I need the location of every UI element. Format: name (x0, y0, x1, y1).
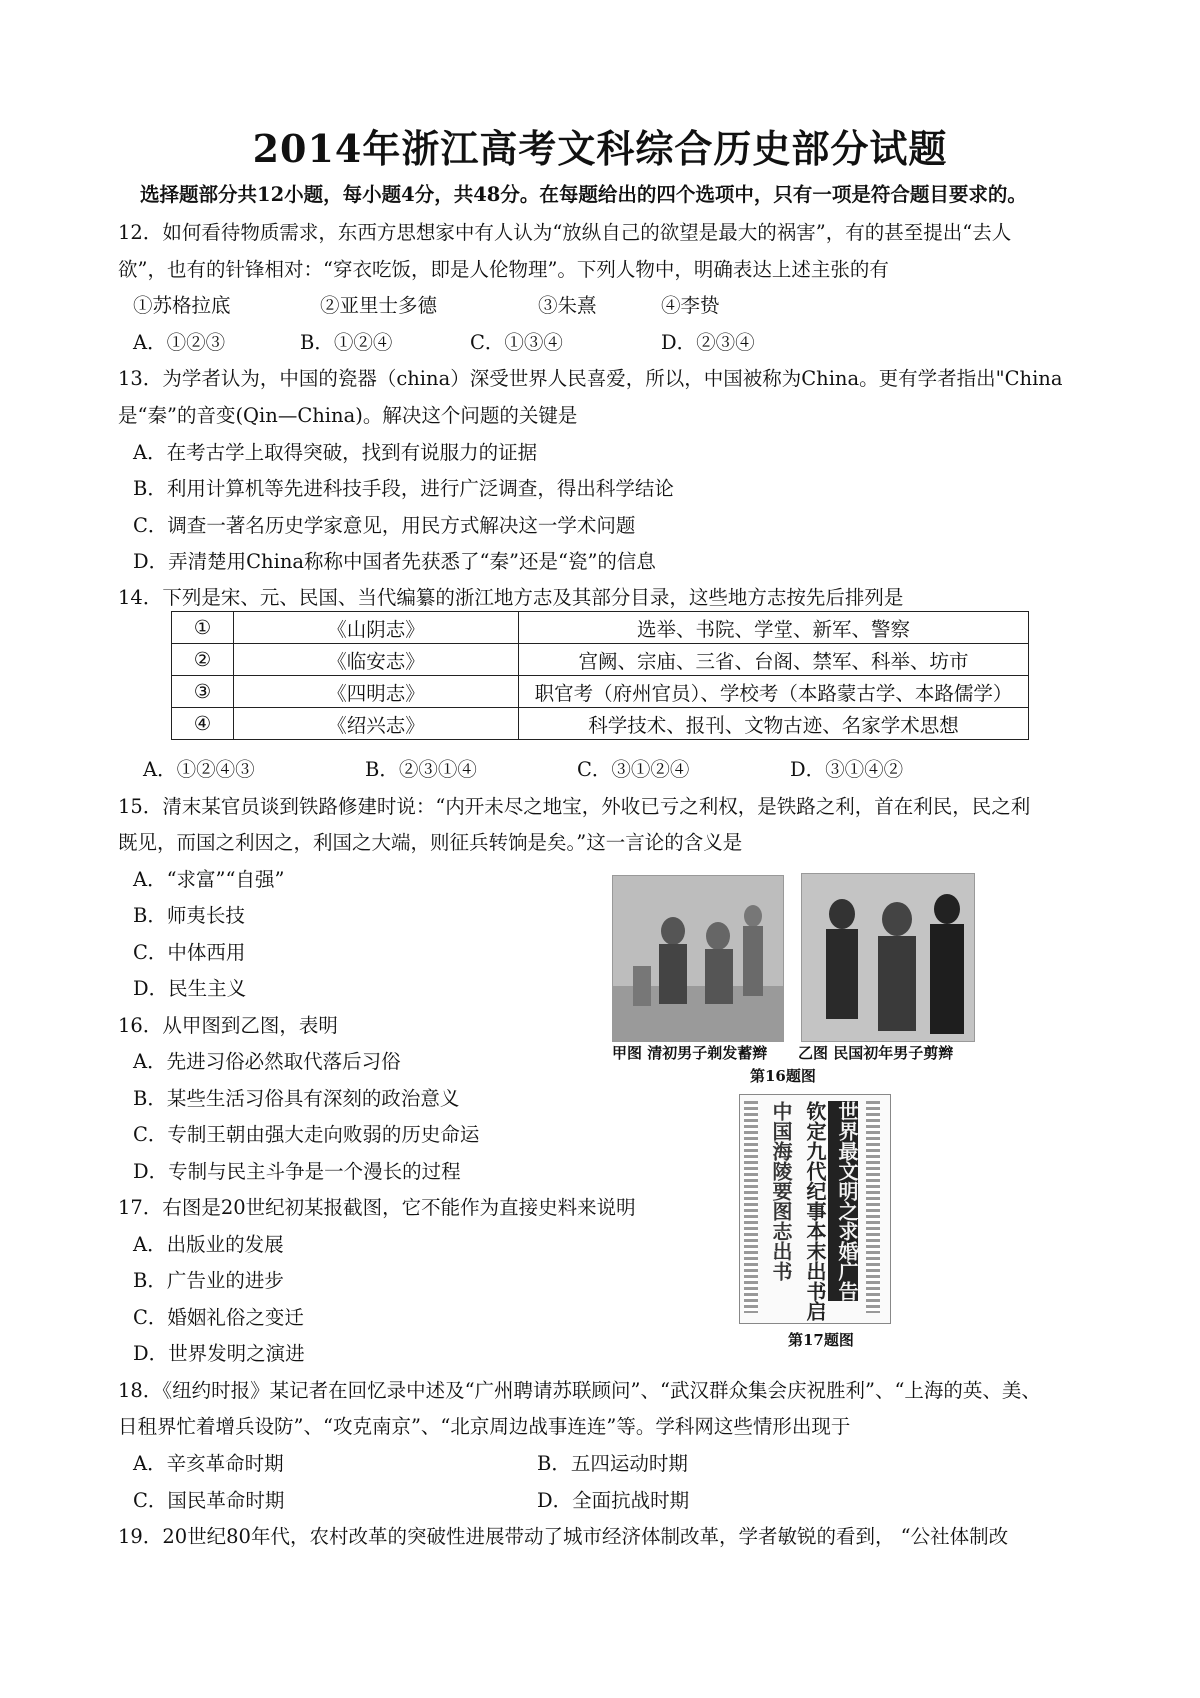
q19-stem-line1: 19．20世纪80年代，农村改革的突破性进展带动了城市经济体制改革，学者敏锐的看到， “公社体制改 (118, 1525, 1009, 1548)
q16-option-a: A．先进习俗必然取代落后习俗 (133, 1050, 401, 1073)
q18-option-d: D．全面抗战时期 (537, 1489, 690, 1512)
q14-table (171, 611, 1029, 740)
table-row (172, 644, 1029, 676)
table-cell: 科学技术、报刊、文物古迹、名家学术思想 (519, 708, 1029, 740)
q18-option-b: B．五四运动时期 (537, 1452, 688, 1475)
q12-option-b: B．①②④ (300, 331, 393, 354)
q17-newspaper-clipping (739, 1094, 891, 1324)
q12-stem-line1: 12．如何看待物质需求，东西方思想家中有人认为“放纵自己的欲望是最大的祸害”，有的甚至提出“去人 (118, 221, 1012, 244)
q16-option-b: B．某些生活习俗具有深刻的政治意义 (133, 1087, 460, 1110)
q13-option-d: D．弄清楚用China称称中国者先获悉了“秦”还是“瓷”的信息 (133, 550, 656, 573)
q18-stem-line2: 日租界忙着增兵设防”、“攻克南京”、“北京周边战事连连”等。学科网这些情形出现于 (118, 1415, 851, 1438)
table-cell: ① (172, 612, 234, 644)
table-cell: 《绍兴志》 (234, 708, 519, 740)
q18-option-a: A．辛亥革命时期 (133, 1452, 284, 1475)
table-cell: 宫阙、宗庙、三省、台阁、禁军、科举、坊市 (519, 644, 1029, 676)
newspaper-headline-2: 钦定九代纪事本末出书启 (803, 1101, 827, 1321)
q14-option-d: D．③①④② (790, 758, 904, 781)
q17-figure-label: 第17题图 (788, 1331, 854, 1349)
q15-stem-line1: 15．清末某官员谈到铁路修建时说：“内开未尽之地宝，外收已亏之利权，是铁路之利，首在利民，民之利 (118, 795, 1031, 818)
table-cell: 《山阴志》 (234, 612, 519, 644)
q13-stem-line2: 是“秦”的音变(Qin—China)。解决这个问题的关键是 (118, 404, 578, 427)
q18-stem-line1: 18．《纽约时报》某记者在回忆录中述及“广州聘请苏联顾问”、“武汉群众集会庆祝胜利”、“上海的英、美、 (118, 1379, 1041, 1402)
q12-item-4: ④李贽 (661, 294, 720, 317)
q15-option-a: A．“求富”“自强” (133, 868, 285, 891)
table-row (172, 676, 1029, 708)
q12-item-2: ②亚里士多德 (320, 294, 438, 317)
table-cell: ④ (172, 708, 234, 740)
q12-item-1: ①苏格拉底 (133, 294, 231, 317)
q14-stem: 14．下列是宋、元、民国、当代编纂的浙江地方志及其部分目录，这些地方志按先后排列是 (118, 586, 904, 609)
table-cell: 职官考（府州官员）、学校考（本路蒙古学、本路儒学） (519, 676, 1029, 708)
table-cell: ③ (172, 676, 234, 708)
page-title: 2014年浙江高考文科综合历史部分试题 (252, 126, 948, 171)
q14-option-b: B．②③①④ (365, 758, 477, 781)
q18-option-c: C．国民革命时期 (133, 1489, 285, 1512)
table-row (172, 612, 1029, 644)
table-cell: 《临安志》 (234, 644, 519, 676)
q15-option-b: B．师夷长技 (133, 904, 245, 927)
q16-photo-a (612, 875, 784, 1042)
intro-text: 选择题部分共12小题，每小题4分，共48分。在每题给出的四个选项中，只有一项是符合题目要求的。 (140, 183, 1027, 206)
q14-option-a: A．①②④③ (143, 758, 255, 781)
q17-option-c: C．婚姻礼俗之变迁 (133, 1306, 304, 1329)
q16-option-d: D．专制与民主斗争是一个漫长的过程 (133, 1160, 461, 1183)
q17-option-d: D．世界发明之演进 (133, 1342, 305, 1365)
q12-item-3: ③朱熹 (538, 294, 597, 317)
q12-option-c: C．①③④ (470, 331, 563, 354)
q17-option-a: A．出版业的发展 (133, 1233, 284, 1256)
q16-figure-label: 第16题图 (750, 1067, 816, 1085)
q13-stem-line1: 13．为学者认为，中国的瓷器（china）深受世界人民喜爱，所以，中国被称为China。更有学者指出"China (118, 367, 1063, 390)
q17-stem: 17．右图是20世纪初某报截图，它不能作为直接史料来说明 (118, 1196, 636, 1219)
q16-caption-a: 甲图 清初男子剃发蓄辫 (612, 1044, 768, 1062)
q16-photo-b (801, 873, 975, 1042)
table-cell: ② (172, 644, 234, 676)
q16-caption-b: 乙图 民国初年男子剪辫 (798, 1044, 954, 1062)
q12-option-a: A．①②③ (133, 331, 226, 354)
newspaper-small-print (744, 1101, 758, 1313)
queue-cutting-scene-icon (613, 876, 783, 1041)
q15-stem-line2: 既见，而国之利因之，利国之大端，则征兵转饷是矣。”这一言论的含义是 (118, 831, 743, 854)
q13-option-c: C．调查一著名历史学家意见，用民方式解决这一学术问题 (133, 514, 636, 537)
q14-option-c: C．③①②④ (577, 758, 690, 781)
q13-option-a: A．在考古学上取得突破，找到有说服力的证据 (133, 441, 538, 464)
newspaper-headline-1: 世界最文明之求婚广告 (828, 1101, 858, 1301)
queue-cutting-crowd-icon (802, 874, 974, 1041)
q13-option-b: B．利用计算机等先进科技手段，进行广泛调查，得出科学结论 (133, 477, 674, 500)
table-cell: 《四明志》 (234, 676, 519, 708)
q15-option-c: C．中体西用 (133, 941, 246, 964)
q15-option-d: D．民生主义 (133, 977, 247, 1000)
table-cell: 选举、书院、学堂、新军、警察 (519, 612, 1029, 644)
table-row (172, 708, 1029, 740)
q16-stem: 16．从甲图到乙图，表明 (118, 1014, 338, 1037)
newspaper-small-print (866, 1101, 880, 1313)
q12-stem-line2: 欲”，也有的针锋相对：“穿衣吃饭，即是人伦物理”。下列人物中，明确表达上述主张的有 (118, 258, 889, 281)
newspaper-headline-3: 中国海陵要图志出书 (769, 1101, 793, 1281)
q12-option-d: D．②③④ (661, 331, 755, 354)
q16-option-c: C．专制王朝由强大走向败弱的历史命运 (133, 1123, 480, 1146)
q17-option-b: B．广告业的进步 (133, 1269, 284, 1292)
